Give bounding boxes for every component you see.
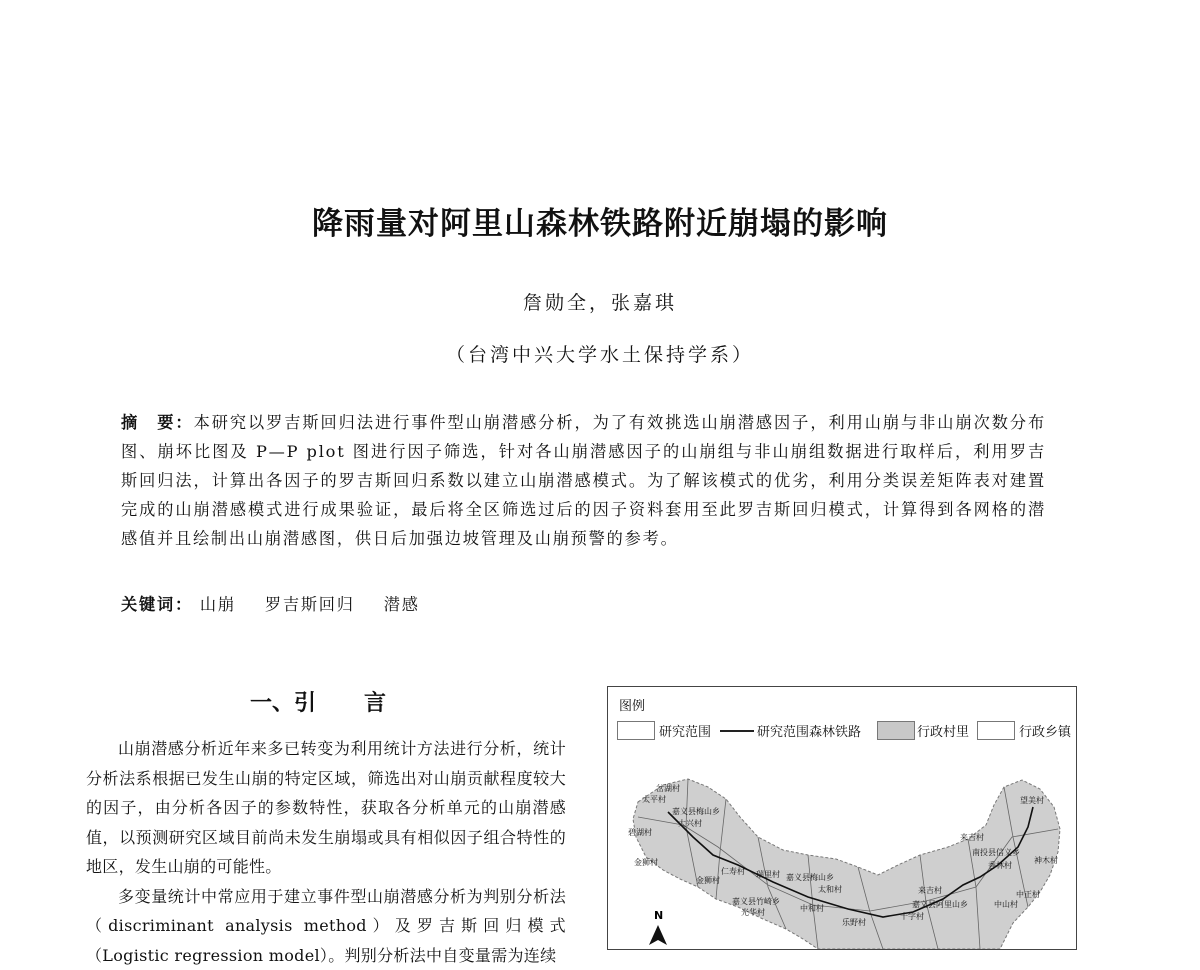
- village-label: 望美村: [1020, 795, 1044, 805]
- keyword: 山崩: [200, 595, 236, 614]
- village-label: 来吉村: [960, 832, 984, 842]
- north-arrow: [649, 909, 667, 945]
- village-label: 十字村: [900, 911, 924, 921]
- study-area-map: [607, 686, 1077, 950]
- keyword: 罗吉斯回归: [265, 595, 355, 614]
- village-label: 香林村: [988, 860, 1012, 870]
- village-label: 瑞里村: [756, 869, 780, 879]
- village-label: 碧湖村: [628, 827, 652, 837]
- section-number: 一、引: [250, 691, 316, 716]
- legend-study-area: 研究范围: [659, 721, 711, 740]
- section-title: 言: [364, 691, 386, 716]
- legend-village: 行政村里: [917, 721, 969, 740]
- north-label: N: [654, 909, 663, 922]
- village-label: 中正村: [1016, 889, 1040, 899]
- village-label: 中山村: [994, 899, 1018, 909]
- village-label: 嘉义县梅山乡: [786, 872, 834, 882]
- village-label: 太和村: [818, 884, 842, 894]
- village-label: 南投县信义乡: [972, 847, 1020, 857]
- authors: 詹勋全，张嘉琪: [0, 288, 1200, 315]
- legend-township: 行政乡镇: [1019, 721, 1071, 740]
- village-label: 中和村: [800, 903, 824, 913]
- keyword: 潜感: [384, 595, 420, 614]
- paragraph: 山崩潜感分析近年来多已转变为利用统计方法进行分析，统计分析法系根据已发生山崩的特定区域，筛选出对山崩贡献程度较大的因子，由分析各因子的参数特性，获取各分析单元的山崩潜感值，以预测研究区域目前尚未发生崩塌或具有相似因子组合特性的地区，发生山崩的可能性。: [86, 734, 566, 882]
- village-label: 仁寿村: [721, 866, 745, 876]
- paragraph: 多变量统计中常应用于建立事件型山崩潜感分析为判别分析法（discriminant analysis method）及罗吉斯回归模式（Logistic regression model）。判别分析法中自变量需为连续: [86, 882, 566, 970]
- village-label: 嘉义县梅山乡: [672, 806, 720, 816]
- map-graphic: [608, 687, 1076, 949]
- abstract-text: 本研究以罗吉斯回归法进行事件型山崩潜感分析，为了有效挑选山崩潜感因子，利用山崩与非山崩次数分布图、崩坏比图及 P—P plot 图进行因子筛选，针对各山崩潜感因子的山崩组与非山崩组数据进行取样后，利用罗吉斯回归法，计算出各因子的罗吉斯回归系数以建立山崩潜感模式。为了解该模式的优劣，利用分类误差矩阵表对建置完成的山崩潜感模式进行成果验证，最后将全区筛选过后的因子资料套用至此罗吉斯回归模式，计算得到各网格的潜感值并且绘制出山崩潜感图，供日后加强边坡管理及山崩预警的参考。: [121, 413, 1046, 548]
- village-label: 神木村: [1034, 855, 1058, 865]
- village-label: 乐野村: [842, 917, 866, 927]
- legend-railway: 研究范围森林铁路: [757, 721, 861, 740]
- affiliation: （台湾中兴大学水土保持学系）: [0, 340, 1200, 367]
- keywords: [121, 591, 442, 615]
- village-label: 金狮村: [696, 875, 720, 885]
- village-label: 岔湖村: [656, 783, 680, 793]
- legend-title: 图例: [619, 695, 645, 714]
- body-text: [86, 734, 566, 970]
- village-label: 嘉义县阿里山乡: [912, 899, 968, 909]
- abstract: [121, 408, 1046, 553]
- village-label: 光华村: [741, 907, 765, 917]
- village-label: 大兴村: [678, 818, 702, 828]
- paper-title: 降雨量对阿里山森林铁路附近崩塌的影响: [0, 198, 1200, 243]
- abstract-label: 摘 要：: [121, 413, 194, 432]
- village-label: 嘉义县竹崎乡: [732, 896, 780, 906]
- village-label: 太平村: [642, 794, 666, 804]
- village-label: 金狮村: [634, 857, 658, 867]
- village-label: 来吉村: [918, 885, 942, 895]
- section-heading: [250, 686, 386, 717]
- keywords-label: 关键词：: [121, 595, 193, 614]
